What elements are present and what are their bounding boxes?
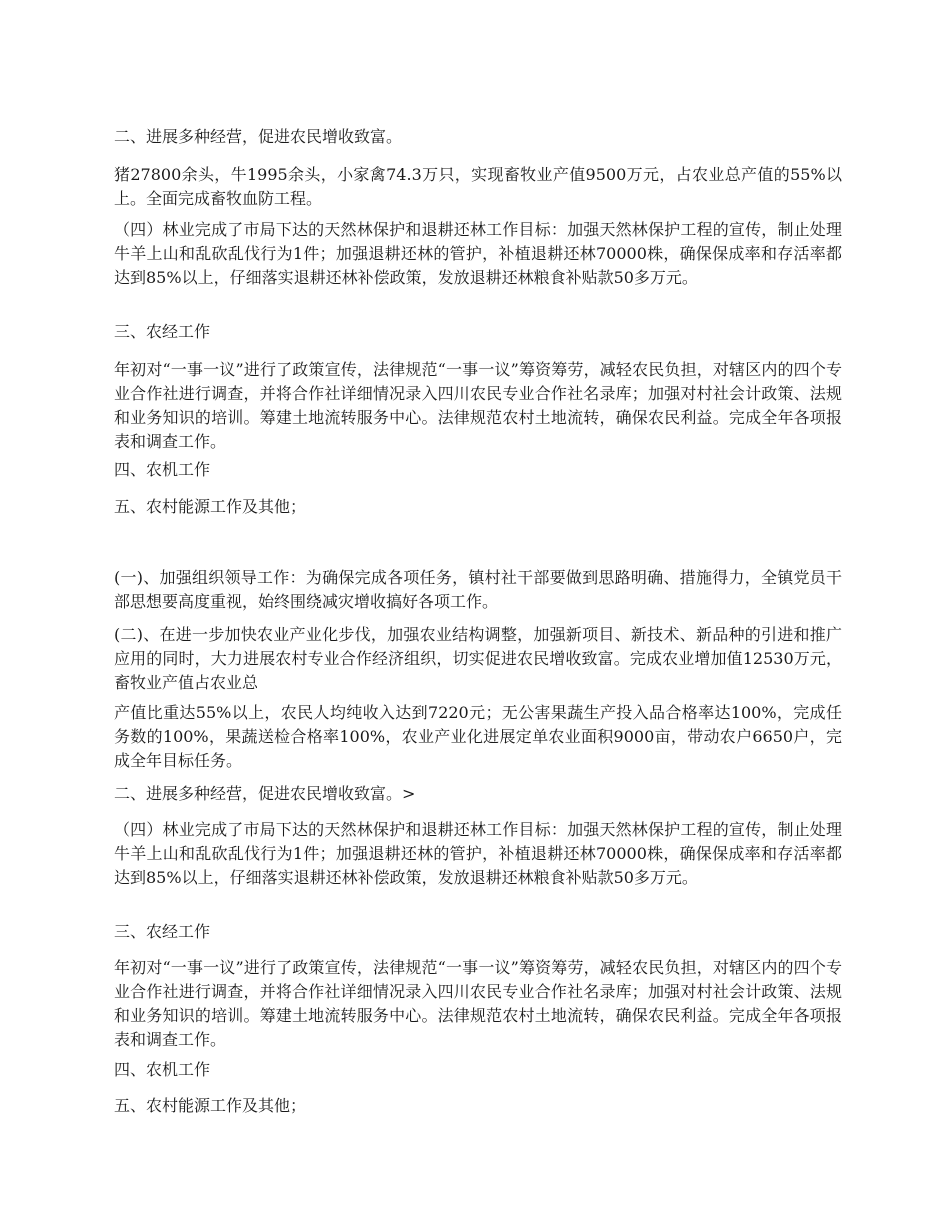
section-heading: 二、进展多种经营，促进农民增收致富。 <box>114 127 403 146</box>
paragraph: 年初对“一事一议”进行了政策宣传，法律规范“一事一议”筹资筹劳，减轻农民负担，对辖区内的四个专业合作社进行调查，并将合作社详细情况录入四川农民专业合作社名录库；加强对村社会计政策、法规和业务知识的培训。筹建土地流转服务中心。法律规范农村土地流转，确保农民利益。完成全年各项报表和调查工作。 <box>114 958 842 1049</box>
section-heading: 四、农机工作 <box>114 460 211 479</box>
section-heading: 二、进展多种经营，促进农民增收致富。> <box>114 784 416 803</box>
paragraph: (二)、在进一步加快农业产业化步伐，加强农业结构调整，加强新项目、新技术、新品种的引进和推广应用的同时，大力进展农村专业合作经济组织，切实促进农民增收致富。完成农业增加值12530万元，畜牧业产值占农业总 <box>114 625 842 692</box>
paragraph: 年初对“一事一议”进行了政策宣传，法律规范“一事一议”筹资筹劳，减轻农民负担，对辖区内的四个专业合作社进行调查，并将合作社详细情况录入四川农民专业合作社名录库；加强对村社会计政策、法规和业务知识的培训。筹建土地流转服务中心。法律规范农村土地流转，确保农民利益。完成全年各项报表和调查工作。 <box>114 360 842 451</box>
section-heading: 五、农村能源工作及其他； <box>114 497 307 516</box>
section-heading: 三、农经工作 <box>114 922 211 941</box>
paragraph: （四）林业完成了市局下达的天然林保护和退耕还林工作目标：加强天然林保护工程的宣传，制止处理牛羊上山和乱砍乱伐行为1件；加强退耕还林的管护，补植退耕还林70000株，确保保成率和存活率都达到85%以上，仔细落实退耕还林补偿政策，发放退耕还林粮食补贴款50多万元。 <box>114 820 842 887</box>
section-heading: 四、农机工作 <box>114 1060 211 1079</box>
paragraph: （四）林业完成了市局下达的天然林保护和退耕还林工作目标：加强天然林保护工程的宣传，制止处理牛羊上山和乱砍乱伐行为1件；加强退耕还林的管护，补植退耕还林70000株，确保保成率和存活率都达到85%以上，仔细落实退耕还林补偿政策，发放退耕还林粮食补贴款50多万元。 <box>114 220 842 287</box>
paragraph: 猪27800余头，牛1995余头，小家禽74.3万只，实现畜牧业产值9500万元，占农业总产值的55%以上。全面完成畜牧血防工程。 <box>114 165 842 208</box>
section-heading: 三、农经工作 <box>114 322 211 341</box>
paragraph: (一)、加强组织领导工作：为确保完成各项任务，镇村社干部要做到思路明确、措施得力，全镇党员干部思想要高度重视，始终围绕减灾增收搞好各项工作。 <box>114 568 842 611</box>
section-heading: 五、农村能源工作及其他； <box>114 1096 307 1115</box>
paragraph: 产值比重达55%以上，农民人均纯收入达到7220元；无公害果蔬生产投入品合格率达100%，完成任务数的100%，果蔬送检合格率100%，农业产业化进展定单农业面积9000亩，带动农户6650户，完成全年目标任务。 <box>114 703 842 770</box>
